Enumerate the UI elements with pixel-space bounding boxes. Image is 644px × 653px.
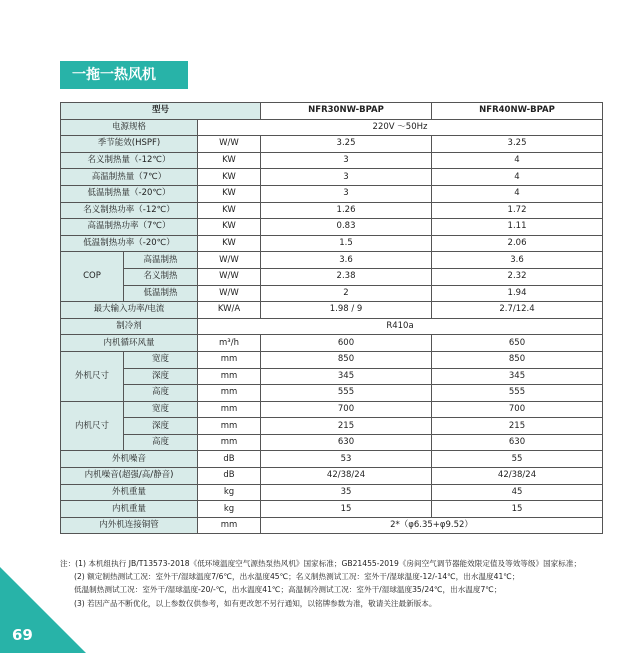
row-value: 2 xyxy=(261,285,432,302)
table-row xyxy=(61,302,603,319)
row-value: 630 xyxy=(432,434,603,451)
row-value: 45 xyxy=(432,484,603,501)
row-unit: KW xyxy=(198,219,261,236)
row-unit: KW xyxy=(198,185,261,202)
row-value: 215 xyxy=(432,418,603,435)
row-label: 名义制热功率（-12℃） xyxy=(61,202,198,219)
row-value: R410a xyxy=(198,318,603,335)
row-unit: KW xyxy=(198,169,261,186)
row-value: 215 xyxy=(261,418,432,435)
row-unit: KW xyxy=(198,235,261,252)
table-row xyxy=(61,268,603,285)
row-label: 低温制热量（-20℃） xyxy=(61,185,198,202)
row-unit: dB xyxy=(198,468,261,485)
row-value: 3 xyxy=(261,152,432,169)
table-row xyxy=(61,169,603,186)
row-label: 名义制热量（-12℃） xyxy=(61,152,198,169)
row-unit: W/W xyxy=(198,285,261,302)
row-unit: W/W xyxy=(198,136,261,153)
row-label: 高温制热量（7℃） xyxy=(61,169,198,186)
row-unit: KW/A xyxy=(198,302,261,319)
row-label: 内外机连接铜管 xyxy=(61,517,198,534)
table-row xyxy=(61,351,603,368)
group-label: COP xyxy=(61,252,124,302)
row-unit: W/W xyxy=(198,252,261,269)
row-label: 外机噪音 xyxy=(61,451,198,468)
row-value: 630 xyxy=(261,434,432,451)
table-row xyxy=(61,418,603,435)
row-value: 3.25 xyxy=(432,136,603,153)
footnote-line: 注：(1) 本机组执行 JB/T13573-2018《低环境温度空气源热泵热风机》国家标准；GB21455-2019《房间空气调节器能效限定值及等效等级》国家标准； xyxy=(60,559,582,568)
row-label: 内机噪音(超强/高/静音) xyxy=(61,468,198,485)
table-row xyxy=(61,136,603,153)
section-title: 一拖一热风机 xyxy=(60,61,188,89)
row-value: 42/38/24 xyxy=(432,468,603,485)
row-unit: mm xyxy=(198,351,261,368)
row-value: 3.25 xyxy=(261,136,432,153)
row-value: 0.83 xyxy=(261,219,432,236)
table-row xyxy=(61,202,603,219)
row-unit: m³/h xyxy=(198,335,261,352)
page-number: 69 xyxy=(12,626,33,644)
row-value: 55 xyxy=(432,451,603,468)
row-unit: W/W xyxy=(198,268,261,285)
row-label: 电源规格 xyxy=(61,119,198,136)
row-value: 3 xyxy=(261,169,432,186)
row-unit: mm xyxy=(198,418,261,435)
row-unit: mm xyxy=(198,385,261,402)
model-col1: NFR30NW-BPAP xyxy=(261,103,432,120)
row-label: 季节能效(HSPF) xyxy=(61,136,198,153)
row-value: 35 xyxy=(261,484,432,501)
row-value: 600 xyxy=(261,335,432,352)
row-value: 4 xyxy=(432,152,603,169)
table-row xyxy=(61,484,603,501)
table-row xyxy=(61,318,603,335)
row-value: 2.7/12.4 xyxy=(432,302,603,319)
row-value: 1.72 xyxy=(432,202,603,219)
row-value: 700 xyxy=(432,401,603,418)
table-row xyxy=(61,285,603,302)
row-label: 低温制热功率（-20℃） xyxy=(61,235,198,252)
row-value: 2.38 xyxy=(261,268,432,285)
table-row xyxy=(61,252,603,269)
row-value: 1.11 xyxy=(432,219,603,236)
table-row xyxy=(61,401,603,418)
table-row xyxy=(61,219,603,236)
row-sublabel: 高温制热 xyxy=(124,252,198,269)
table-row xyxy=(61,235,603,252)
row-value: 2*（φ6.35+φ9.52） xyxy=(261,517,603,534)
row-value: 1.98 / 9 xyxy=(261,302,432,319)
row-unit: mm xyxy=(198,368,261,385)
row-value: 3.6 xyxy=(432,252,603,269)
row-value: 15 xyxy=(261,501,432,518)
footnote-line: 低温制热测试工况：室外干/湿球温度-20/-℃，出水温度41℃；高温制冷测试工况：室外干/湿球温度35/24℃，出水温度7℃； xyxy=(74,585,502,595)
row-value: 4 xyxy=(432,185,603,202)
row-value: 4 xyxy=(432,169,603,186)
row-value: 850 xyxy=(432,351,603,368)
row-label: 内机重量 xyxy=(61,501,198,518)
table-row xyxy=(61,335,603,352)
row-value: 555 xyxy=(432,385,603,402)
table-row xyxy=(61,152,603,169)
row-sublabel: 名义制热 xyxy=(124,268,198,285)
row-value: 700 xyxy=(261,401,432,418)
row-value: 15 xyxy=(432,501,603,518)
row-value: 1.94 xyxy=(432,285,603,302)
group-label: 内机尺寸 xyxy=(61,401,124,451)
row-value: 345 xyxy=(261,368,432,385)
row-unit: KW xyxy=(198,152,261,169)
row-value: 220V ～50Hz xyxy=(198,119,603,136)
group-label: 外机尺寸 xyxy=(61,351,124,401)
table-row xyxy=(61,368,603,385)
row-sublabel: 低温制热 xyxy=(124,285,198,302)
row-value: 850 xyxy=(261,351,432,368)
row-value: 3.6 xyxy=(261,252,432,269)
row-label: 制冷剂 xyxy=(61,318,198,335)
table-row xyxy=(61,119,603,136)
table-row xyxy=(61,468,603,485)
row-value: 2.06 xyxy=(432,235,603,252)
row-value: 555 xyxy=(261,385,432,402)
row-label: 高温制热功率（7℃） xyxy=(61,219,198,236)
row-unit: kg xyxy=(198,484,261,501)
row-value: 345 xyxy=(432,368,603,385)
row-value: 2.32 xyxy=(432,268,603,285)
table-row xyxy=(61,434,603,451)
row-unit: mm xyxy=(198,401,261,418)
row-value: 3 xyxy=(261,185,432,202)
row-sublabel: 深度 xyxy=(124,418,198,435)
row-sublabel: 宽度 xyxy=(124,351,198,368)
row-unit: mm xyxy=(198,434,261,451)
row-label: 最大输入功率/电流 xyxy=(61,302,198,319)
footnotes xyxy=(60,557,620,610)
model-header: 型号 xyxy=(61,103,261,120)
row-value: 1.26 xyxy=(261,202,432,219)
row-sublabel: 高度 xyxy=(124,385,198,402)
footnote-line: (2) 额定制热测试工况：室外干/湿球温度7/6℃，出水温度45℃；名义制热测试工况：室外干/湿球温度-12/-14℃，出水温度41℃； xyxy=(74,572,520,582)
table-header-row xyxy=(61,103,603,120)
row-label: 外机重量 xyxy=(61,484,198,501)
row-unit: dB xyxy=(198,451,261,468)
table-row xyxy=(61,385,603,402)
row-value: 650 xyxy=(432,335,603,352)
row-unit: mm xyxy=(198,517,261,534)
row-sublabel: 宽度 xyxy=(124,401,198,418)
row-value: 53 xyxy=(261,451,432,468)
spec-table xyxy=(60,102,603,534)
row-value: 42/38/24 xyxy=(261,468,432,485)
row-sublabel: 深度 xyxy=(124,368,198,385)
table-row xyxy=(61,451,603,468)
row-sublabel: 高度 xyxy=(124,434,198,451)
table-row xyxy=(61,501,603,518)
row-value: 1.5 xyxy=(261,235,432,252)
row-label: 内机循环风量 xyxy=(61,335,198,352)
row-unit: KW xyxy=(198,202,261,219)
table-row xyxy=(61,185,603,202)
model-col2: NFR40NW-BPAP xyxy=(432,103,603,120)
row-unit: kg xyxy=(198,501,261,518)
footnote-line: (3) 若因产品不断优化，以上参数仅供参考，如有更改恕不另行通知，以铭牌参数为准，敬请关注最新版本。 xyxy=(74,598,437,608)
table-row xyxy=(61,517,603,534)
